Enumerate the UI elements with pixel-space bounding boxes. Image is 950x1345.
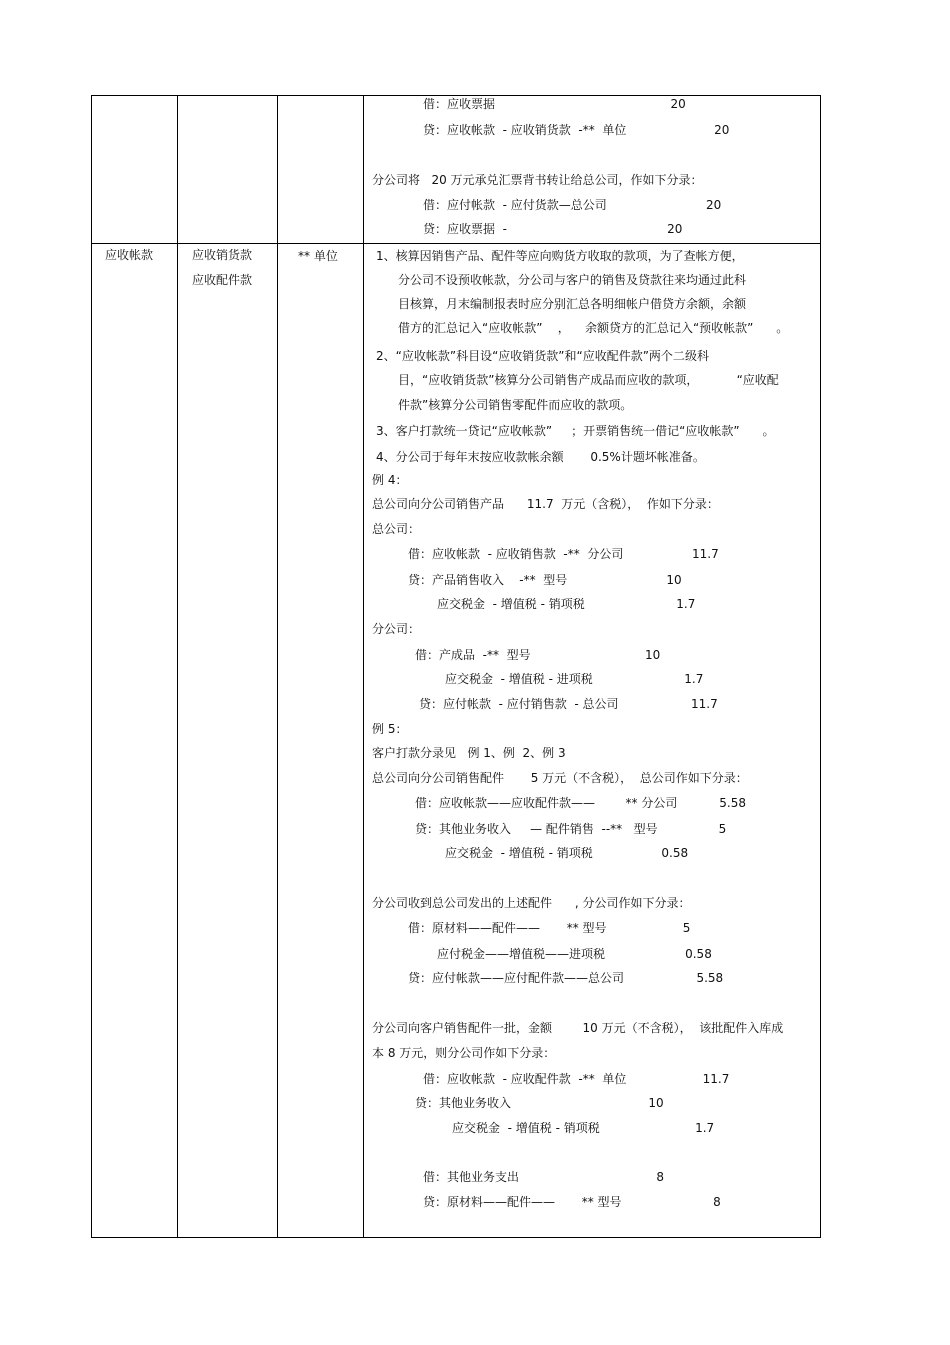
description-line: 例 4：: [372, 473, 408, 487]
detail-account: ** 单位: [298, 249, 338, 263]
entry-line: 应付税金——增值税——进项税 0.58: [437, 947, 712, 961]
description-line: 目，“应收销货款”核算分公司销售产成品而应收的款项， “应收配: [398, 373, 779, 387]
row-divider: [92, 243, 820, 244]
entry-line: 借：原材料——配件—— ** 型号 5: [408, 921, 691, 935]
entry-line: 借：应收帐款——应收配件款—— ** 分公司 5.58: [415, 796, 747, 810]
entry-line: 贷：其他业务收入 — 配件销售 --** 型号 5: [415, 822, 727, 836]
description-line: 总公司：: [372, 522, 421, 536]
description-line: 1、核算因销售产品、配件等应向购货方收取的款项，为了查帐方便，: [376, 249, 744, 263]
sub-account: 应收销货款: [192, 248, 253, 262]
description-line: 借方的汇总记入“应收帐款” ， 余额贷方的汇总记入“预收帐款” 。: [398, 321, 789, 335]
description-line: 分公司不设预收帐款，分公司与客户的销售及贷款往来均通过此科: [398, 273, 747, 287]
description-line: 分公司收到总公司发出的上述配件 , 分公司作如下分录：: [372, 896, 691, 910]
entry-line: 借：应收帐款 - 应收配件款 -** 单位 11.7: [423, 1072, 730, 1086]
description-line: 3、客户打款统一贷记“应收帐款” ；开票销售统一借记“应收帐款” 。: [376, 424, 775, 438]
description-line: 分公司向客户销售配件一批，金额 10 万元（不含税）， 该批配件入库成: [372, 1021, 784, 1035]
entry-line: 贷：应收票据 - 20: [423, 222, 683, 236]
entry-line: 贷：产品销售收入 -** 型号 10: [408, 573, 682, 587]
entry-line: 分公司将 20 万元承兑汇票背书转让给总公司，作如下分录：: [372, 173, 703, 187]
entry-line: 借：应付帐款 - 应付货款—总公司 20: [423, 198, 722, 212]
column-divider: [363, 96, 364, 1237]
entry-line: 贷：应付帐款 - 应付销售款 - 总公司 11.7: [419, 697, 718, 711]
ledger-table: [91, 95, 821, 1238]
entry-line: 贷：应收帐款 - 应收销货款 -** 单位 20: [423, 123, 730, 137]
description-line: 本 8 万元，则分公司作如下分录：: [372, 1046, 556, 1060]
sub-account: 应收配件款: [192, 273, 253, 287]
entry-line: 借：应收帐款 - 应收销售款 -** 分公司 11.7: [408, 547, 719, 561]
account-name: 应收帐款: [105, 248, 154, 262]
entry-line: 贷：原材料——配件—— ** 型号 8: [423, 1195, 721, 1209]
column-divider: [177, 96, 178, 1237]
entry-line: 应交税金 - 增值税 - 进项税 1.7: [445, 672, 704, 686]
column-divider: [277, 96, 278, 1237]
entry-line: 应交税金 - 增值税 - 销项税 0.58: [445, 846, 689, 860]
description-line: 总公司向分公司销售配件 5 万元（不含税）， 总公司作如下分录：: [372, 771, 748, 785]
description-line: 2、“应收帐款”科目设“应收销货款”和“应收配件款”两个二级科: [376, 349, 709, 363]
entry-line: 贷：应付帐款——应付配件款——总公司 5.58: [408, 971, 724, 985]
description-line: 件款”核算分公司销售零配件而应收的款项。: [398, 398, 633, 412]
entry-line: 应交税金 - 增值税 - 销项税 1.7: [437, 597, 696, 611]
entry-line: 应交税金 - 增值税 - 销项税 1.7: [452, 1121, 715, 1135]
description-line: 客户打款分录见 例 1、例 2、例 3: [372, 746, 566, 760]
description-line: 目核算，月末编制报表时应分别汇总各明细帐户借贷方余额，余额: [398, 297, 747, 311]
description-line: 分公司：: [372, 622, 421, 636]
entry-line: 借：应收票据 20: [423, 97, 686, 111]
description-line: 4、分公司于每年末按应收款帐余额 0.5%计题坏帐准备。: [376, 450, 705, 464]
description-line: 例 5：: [372, 722, 408, 736]
entry-line: 借：产成品 -** 型号 10: [415, 648, 661, 662]
entry-line: 借：其他业务支出 8: [423, 1170, 664, 1184]
entry-line: 贷：其他业务收入 10: [415, 1096, 664, 1110]
description-line: 总公司向分公司销售产品 11.7 万元（含税）， 作如下分录：: [372, 497, 719, 511]
